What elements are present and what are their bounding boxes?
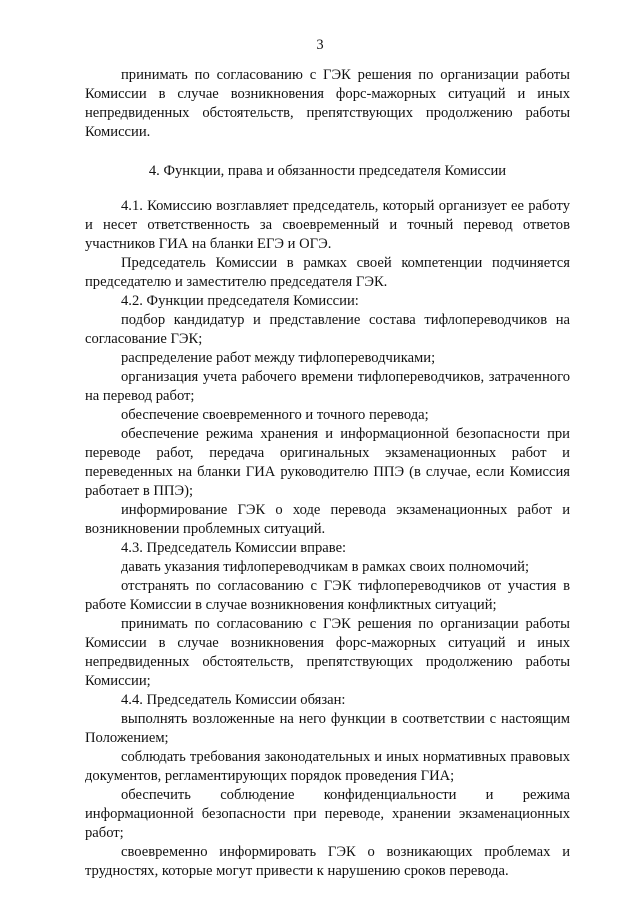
list-item: принимать по согласованию с ГЭК решения по организации работы Комиссии в случае возникновения форс-мажорных ситуаций и иных непредвиденных обстоятельств, препятствующих продолжению работы Комиссии;: [85, 616, 570, 689]
paragraph-4-2: 4.2. Функции председателя Комиссии:: [121, 293, 359, 309]
list-item: давать указания тифлопереводчикам в рамках своих полномочий;: [121, 559, 529, 575]
list-item: информирование ГЭК о ходе перевода экзаменационных работ и возникновении проблемных ситуаций.: [85, 502, 570, 537]
page-number: 3: [316, 37, 324, 53]
list-item: обеспечение режима хранения и информационной безопасности при переводе работ, передача оригинальных экзаменационных работ и переведенных на бланки ГИА руководителю ППЭ (в случае, если Комиссия работает в ППЭ);: [85, 426, 570, 499]
paragraph-4-1: 4.1. Комиссию возглавляет председатель, который организует ее работу и несет ответственность за своевременный и точный перевод ответов участников ГИА на бланки ЕГЭ и ОГЭ.: [85, 198, 570, 252]
list-item: организация учета рабочего времени тифлопереводчиков, затраченного на перевод работ;: [85, 369, 570, 404]
paragraph-continuation: принимать по согласованию с ГЭК решения по организации работы Комиссии в случае возникновения форс-мажорных ситуаций и иных непредвиденных обстоятельств, препятствующих продолжению работы Комиссии.: [85, 67, 570, 140]
paragraph-4-3: 4.3. Председатель Комиссии вправе:: [121, 540, 347, 556]
list-item: отстранять по согласованию с ГЭК тифлопереводчиков от участия в работе Комиссии в случае возникновения конфликтных ситуаций;: [85, 578, 570, 613]
paragraph-4-4: 4.4. Председатель Комиссии обязан:: [121, 692, 346, 708]
list-item: выполнять возложенные на него функции в соответствии с настоящим Положением;: [85, 711, 570, 746]
document-body: [85, 66, 570, 881]
paragraph: Председатель Комиссии в рамках своей компетенции подчиняется председателю и заместителю председателя ГЭК.: [85, 255, 570, 290]
list-item: обеспечение своевременного и точного перевода;: [121, 407, 429, 423]
list-item: обеспечить соблюдение конфиденциальности и режима информационной безопасности при переводе, хранении экзаменационных работ;: [85, 787, 570, 841]
list-item: подбор кандидатур и представление состава тифлопереводчиков на согласование ГЭК;: [85, 312, 570, 347]
list-item: своевременно информировать ГЭК о возникающих проблемах и трудностях, которые могут привести к нарушению сроков перевода.: [85, 844, 570, 879]
section-heading: 4. Функции, права и обязанности председателя Комиссии: [148, 163, 507, 179]
list-item: распределение работ между тифлопереводчиками;: [121, 350, 436, 366]
list-item: соблюдать требования законодательных и иных нормативных правовых документов, регламентирующих порядок проведения ГИА;: [85, 749, 570, 784]
